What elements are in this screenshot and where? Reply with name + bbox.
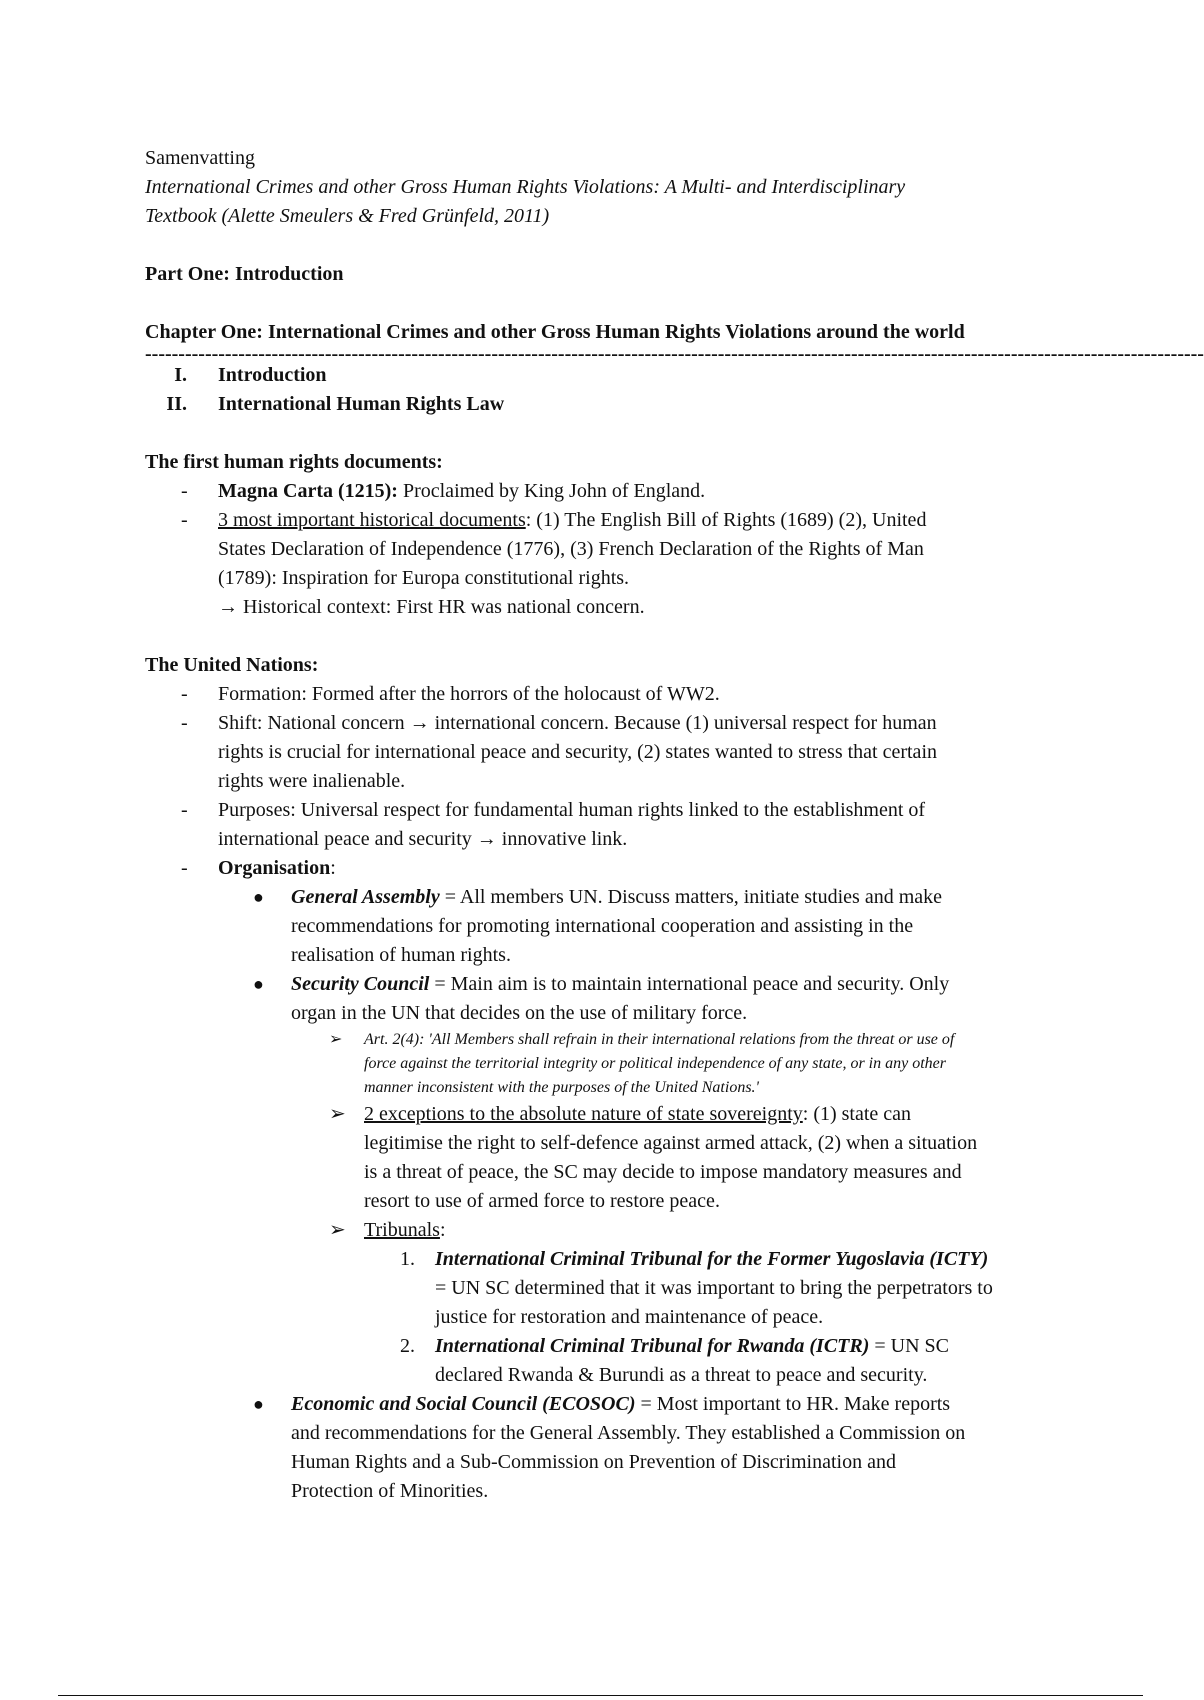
- chapter-divider: ---------------------------------------------------------------------------------------------------------------------------------------------------------------: [145, 343, 1204, 365]
- dash-marker: -: [181, 857, 188, 879]
- general-assembly-line-2: recommendations for promoting international cooperation and assisting in the: [291, 915, 914, 937]
- book-title-line-2: Textbook (Alette Smeulers & Fred Grünfeld, 2011): [145, 205, 550, 227]
- arrow-marker: ➢: [329, 1219, 346, 1241]
- chapter-title: Chapter One: International Crimes and other Gross Human Rights Violations around the world: [145, 321, 965, 343]
- shift-line-1: Shift: National concern → international concern. Because (1) universal respect for human: [218, 712, 937, 734]
- dash-marker: -: [181, 480, 188, 502]
- ecosoc-label: Economic and Social Council (ECOSOC): [291, 1393, 636, 1415]
- purposes-line-2: international peace and security → innovative link.: [218, 828, 628, 850]
- list-number: 1.: [400, 1248, 415, 1270]
- book-title-line-1: International Crimes and other Gross Human Rights Violations: A Multi- and Interdisciplinary: [145, 176, 906, 198]
- footer-rule: [58, 1695, 1143, 1696]
- formation-text: Formation: Formed after the horrors of the holocaust of WW2.: [218, 683, 720, 705]
- list-item-shift: [145, 709, 1055, 796]
- bullet-ecosoc: [145, 1390, 1055, 1506]
- security-council-text: = Main aim is to maintain international peace and security. Only: [429, 973, 950, 995]
- toc-label: Introduction: [218, 364, 327, 386]
- article-line-3: manner inconsistent with the purposes of the United Nations.': [364, 1079, 759, 1096]
- un-heading: The United Nations:: [145, 654, 319, 676]
- list-item-purposes: [145, 796, 1055, 854]
- article-line-1: Art. 2(4): 'All Members shall refrain in their international relations from the threat or use of: [364, 1031, 955, 1048]
- bullet-marker: ●: [253, 887, 264, 907]
- list-item-organisation: [145, 854, 1055, 883]
- part-title: Part One: Introduction: [145, 263, 344, 285]
- toc-label: International Human Rights Law: [218, 393, 505, 415]
- shift-line-2: rights is crucial for international peace and security, (2) states wanted to stress that certain: [218, 741, 937, 763]
- article-line-2: force against the territorial integrity or political independence of any state, or in any other: [364, 1055, 946, 1072]
- organisation-label: Organisation: [218, 857, 331, 879]
- list-item-formation: [145, 680, 1055, 709]
- list-item-magna-carta: [145, 477, 1055, 506]
- toc-number: I.: [174, 364, 187, 386]
- security-council-label: Security Council: [291, 973, 430, 995]
- tribunals-colon: :: [439, 1219, 446, 1241]
- tribunal-icty: [145, 1245, 1055, 1332]
- arrow-marker: ➢: [329, 1031, 343, 1048]
- toc-number: II.: [166, 393, 187, 415]
- magna-carta-text: Proclaimed by King John of England.: [397, 480, 706, 502]
- ictr-label: International Criminal Tribunal for Rwanda (ICTR): [435, 1335, 870, 1357]
- ecosoc-line-4: Protection of Minorities.: [291, 1480, 489, 1502]
- arrow-marker: ➢: [329, 1103, 346, 1125]
- general-assembly-line-3: realisation of human rights.: [291, 944, 511, 966]
- magna-carta-label: Magna Carta (1215):: [218, 480, 398, 502]
- historical-docs-line-2: States Declaration of Independence (1776), (3) French Declaration of the Rights of Man: [218, 538, 924, 560]
- general-assembly-text: = All members UN. Discuss matters, initiate studies and make: [439, 886, 943, 908]
- shift-line-3: rights were inalienable.: [218, 770, 406, 792]
- sub-item-tribunals: [145, 1216, 1055, 1245]
- ecosoc-text: = Most important to HR. Make reports: [635, 1393, 951, 1415]
- bullet-general-assembly: [145, 883, 1055, 970]
- exceptions-line-3: is a threat of peace, the SC may decide to impose mandatory measures and: [364, 1161, 962, 1183]
- ictr-line-2: declared Rwanda & Burundi as a threat to peace and security.: [435, 1364, 928, 1386]
- exceptions-text: : (1) state can: [802, 1103, 912, 1125]
- doc-label: Samenvatting: [145, 147, 255, 169]
- ecosoc-line-3: Human Rights and a Sub-Commission on Prevention of Discrimination and: [291, 1451, 896, 1473]
- historical-docs-line-3: (1789): Inspiration for Europa constitutional rights.: [218, 567, 630, 589]
- bullet-security-council: [145, 970, 1055, 1028]
- historical-docs-text: : (1) The English Bill of Rights (1689) (2), United: [525, 509, 927, 531]
- toc-item-ihrl: [145, 390, 1055, 419]
- sub-item-article-2-4: [145, 1028, 1055, 1100]
- security-council-line-2: organ in the UN that decides on the use of military force.: [291, 1002, 748, 1024]
- purposes-line-1: Purposes: Universal respect for fundamental human rights linked to the establishment of: [218, 799, 926, 821]
- tribunal-ictr: [145, 1332, 1055, 1390]
- ecosoc-line-2: and recommendations for the General Assembly. They established a Commission on: [291, 1422, 966, 1444]
- historical-docs-label: 3 most important historical documents: [218, 509, 526, 531]
- icty-label: International Criminal Tribunal for the Former Yugoslavia (ICTY): [435, 1248, 989, 1270]
- icty-line-2: justice for restoration and maintenance of peace.: [435, 1306, 824, 1328]
- toc-item-introduction: [145, 361, 1055, 390]
- general-assembly-label: General Assembly: [291, 886, 440, 908]
- exceptions-label: 2 exceptions to the absolute nature of state sovereignty: [364, 1103, 803, 1125]
- list-item-historical-documents: [145, 506, 1055, 622]
- icty-line-1: = UN SC determined that it was important to bring the perpetrators to: [435, 1277, 993, 1299]
- exceptions-line-2: legitimise the right to self-defence against armed attack, (2) when a situation: [364, 1132, 978, 1154]
- list-number: 2.: [400, 1335, 415, 1357]
- organisation-colon: :: [330, 857, 336, 879]
- first-docs-heading: The first human rights documents:: [145, 451, 443, 473]
- document-page: [145, 144, 1204, 1506]
- historical-context: → Historical context: First HR was national concern.: [218, 596, 645, 618]
- exceptions-line-4: resort to use of armed force to restore peace.: [364, 1190, 720, 1212]
- ictr-text: = UN SC: [869, 1335, 950, 1357]
- sub-item-exceptions: [145, 1100, 1055, 1216]
- dash-marker: -: [181, 683, 188, 705]
- bullet-marker: ●: [253, 1394, 264, 1414]
- bullet-marker: ●: [253, 974, 264, 994]
- dash-marker: -: [181, 712, 188, 734]
- tribunals-label: Tribunals: [364, 1219, 440, 1241]
- dash-marker: -: [181, 799, 188, 821]
- dash-marker: -: [181, 509, 188, 531]
